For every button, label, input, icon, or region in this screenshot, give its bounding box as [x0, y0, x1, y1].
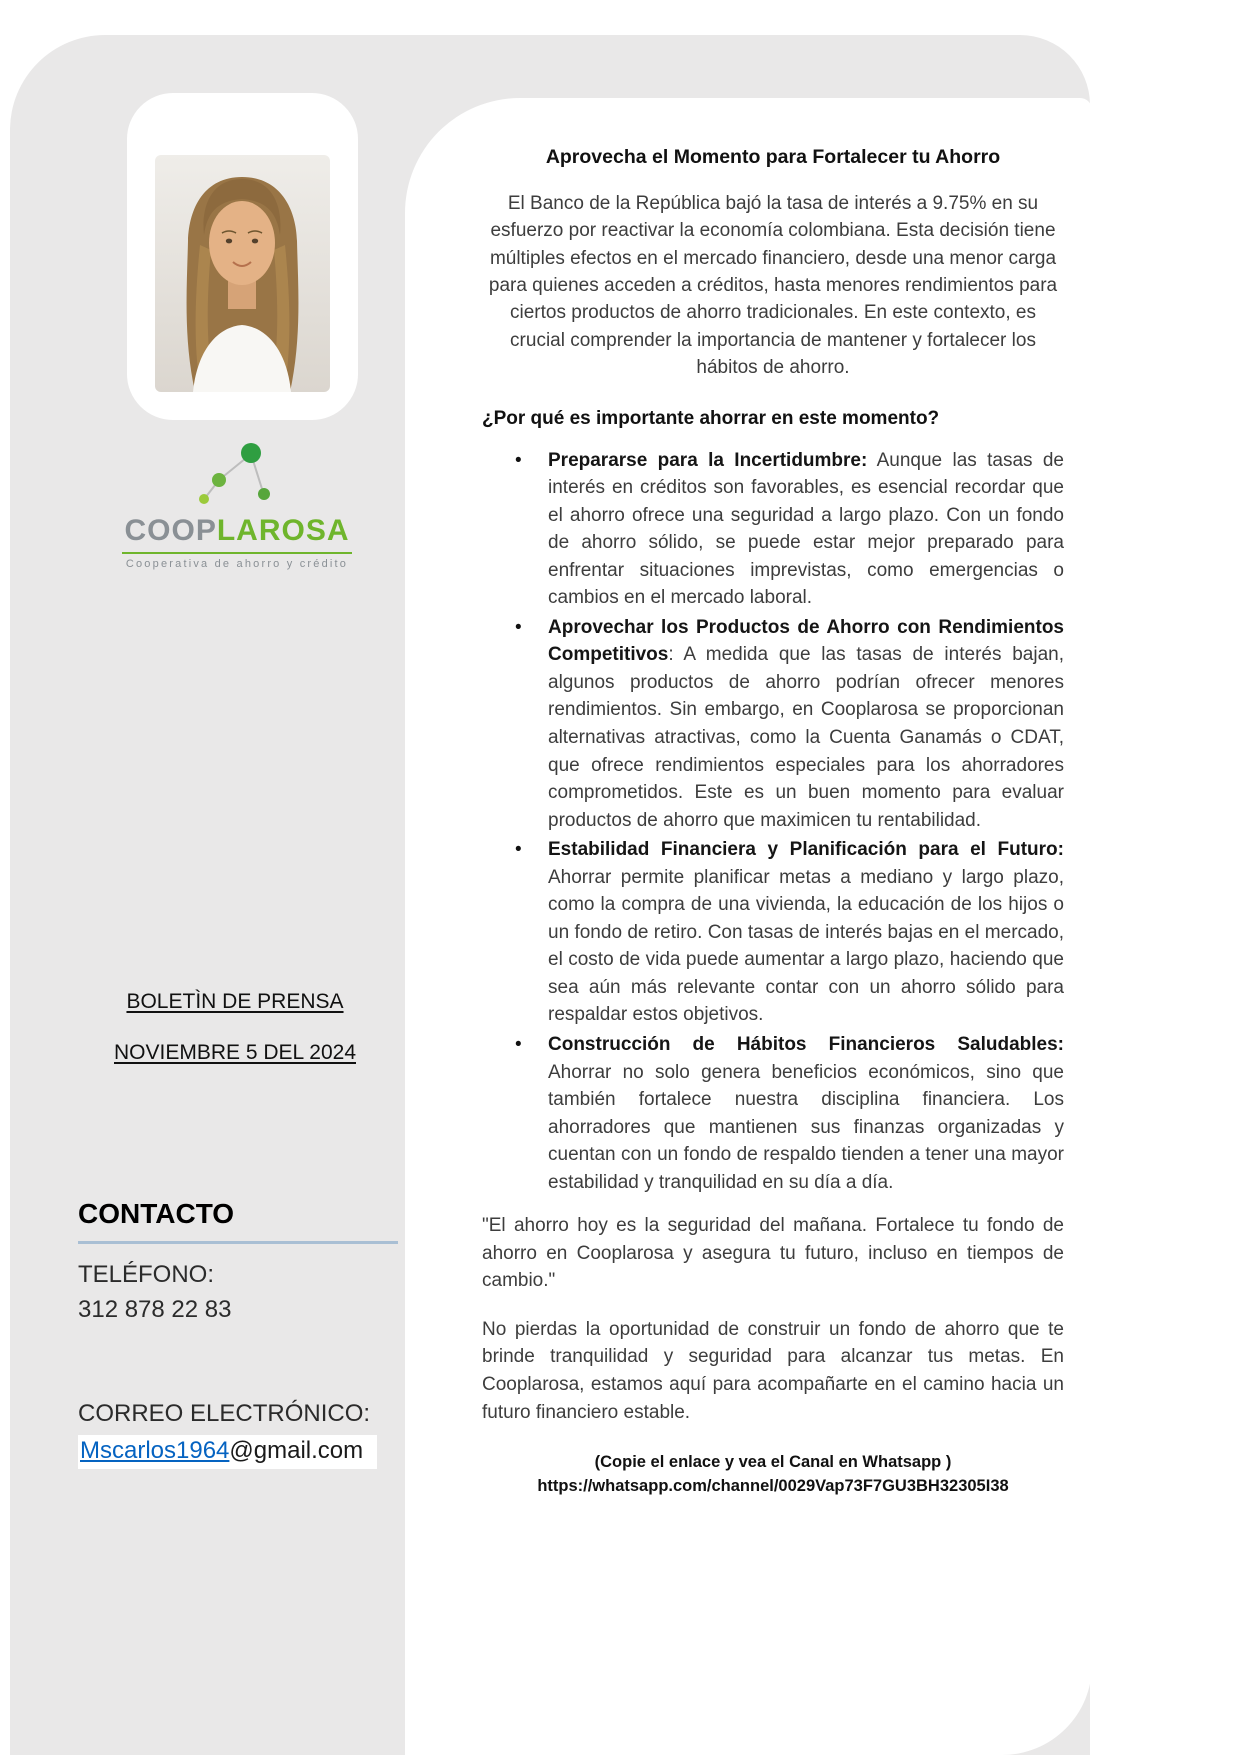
content-card — [405, 98, 1092, 1755]
bulletin-title: BOLETÌN DE PRENSA — [126, 990, 344, 1013]
sidebar — [10, 35, 405, 1755]
whatsapp-note: (Copie el enlace y vea el Canal en Whatsapp ) — [594, 1453, 952, 1472]
article — [482, 146, 1064, 1496]
contact-block — [78, 1198, 408, 1469]
email-link[interactable]: Mscarlos1964 — [80, 1437, 230, 1464]
email-line — [78, 1435, 377, 1469]
list-item-lead: Construcción de Hábitos Financieros Saludables: — [548, 1034, 1064, 1055]
list-item-lead: Estabilidad Financiera y Planificación para el Futuro: — [548, 839, 1064, 861]
article-title: Aprovecha el Momento para Fortalecer tu Ahorro — [545, 146, 1001, 168]
brand-name — [77, 514, 397, 547]
brand-rule — [122, 552, 352, 554]
bulletin-date: NOVIEMBRE 5 DEL 2024 — [114, 1041, 356, 1064]
cooplarosa-logo-icon — [189, 440, 285, 510]
article-quote: "El ahorro hoy es la seguridad del mañana. Fortalece tu fondo de ahorro en Cooplarosa y asegura tu futuro, incluso en tiempos de cambio." — [482, 1215, 1064, 1292]
article-intro: El Banco de la República bajó la tasa de interés a 9.75% en su esfuerzo por reactivar la economía colombiana. Esta decisión tiene múltiples efectos en el mercado financiero, desde una menor carga para quienes acceden a créditos, hasta menores rendimientos para ciertos productos de ahorro tradicionales. En este contexto, es crucial comprender la importancia de mantener y fortalecer los hábitos de ahorro. — [488, 193, 1058, 379]
brand-name-gray: COOP — [124, 514, 217, 547]
list-item-text: Ahorrar permite planificar metas a mediano y largo plazo, como la compra de una vivienda, la educación de los hijos o un fondo de retiro. Con tasas de interés bajas en el mercado, el costo de vida puede aumentar a largo plazo, haciendo que sea aún más relevante contar con un ahorro sólido para respaldar estos objetivos. — [548, 866, 1064, 1026]
email-domain: @gmail.com — [229, 1437, 364, 1464]
list-item-text: Ahorrar no solo genera beneficios económicos, sino que también fortalece nuestra disciplina financiera. Los ahorradores que mantienen sus finanzas organizadas y cuentan con un fondo de respaldo tienden a tener una mayor estabilidad y tranquilidad en su día a día. — [548, 1061, 1064, 1193]
brand-tagline: Cooperativa de ahorro y crédito — [125, 558, 349, 570]
contact-heading: CONTACTO — [78, 1198, 235, 1229]
bulletin-block — [65, 990, 405, 1092]
list-item-lead: Prepararse para la Incertidumbre: — [548, 449, 868, 471]
list-item-text: : A medida que las tasas de interés bajan, algunos productos de ahorro podrían ofrecer menores rendimientos. Sin embargo, en Cooplarosa se proporcionan alternativas atractivas, como la Cuenta Ganamás o CDAT, que ofrece rendimientos especiales para los ahorradores comprometidos. Este es un buen momento para evaluar productos de ahorro que maximicen tu rentabilidad. — [548, 644, 1064, 831]
list-item — [548, 447, 1064, 612]
email-label: CORREO ELECTRÓNICO: — [78, 1400, 371, 1427]
cooplarosa-logo — [77, 440, 397, 570]
contact-divider — [78, 1241, 398, 1244]
list-item — [548, 614, 1064, 834]
list-item-lead: Aprovechar los Productos de Ahorro con Rendimientos Competitivos — [548, 616, 1064, 666]
whatsapp-link: https://whatsapp.com/channel/0029Vap73F7GU3BH32305I38 — [537, 1477, 1009, 1496]
list-item — [548, 836, 1064, 1029]
list-item-text: Aunque las tasas de interés en créditos son favorables, es esencial recordar que el ahorro ofrece una seguridad a largo plazo. Con un fondo de ahorro sólido, se puede estar mejor preparado para enfrentar situaciones imprevistas, como emergencias o cambios en el mercado laboral. — [548, 449, 1064, 609]
brand-name-green: LAROSA — [216, 514, 350, 547]
list-item — [548, 1031, 1064, 1196]
benefits-list — [482, 447, 1064, 1197]
phone-number: 312 878 22 83 — [78, 1296, 232, 1323]
portrait-photo — [155, 155, 330, 392]
article-closing: No pierdas la oportunidad de construir un fondo de ahorro que te brinde tranquilidad y seguridad para alcanzar tus metas. En Cooplarosa, estamos aquí para acompañarte en el camino hacia un futuro financiero estable. — [482, 1318, 1064, 1423]
question-heading: ¿Por qué es importante ahorrar en este momento? — [482, 407, 940, 429]
photo-card — [127, 93, 358, 420]
phone-label: TELÉFONO: — [78, 1261, 215, 1288]
